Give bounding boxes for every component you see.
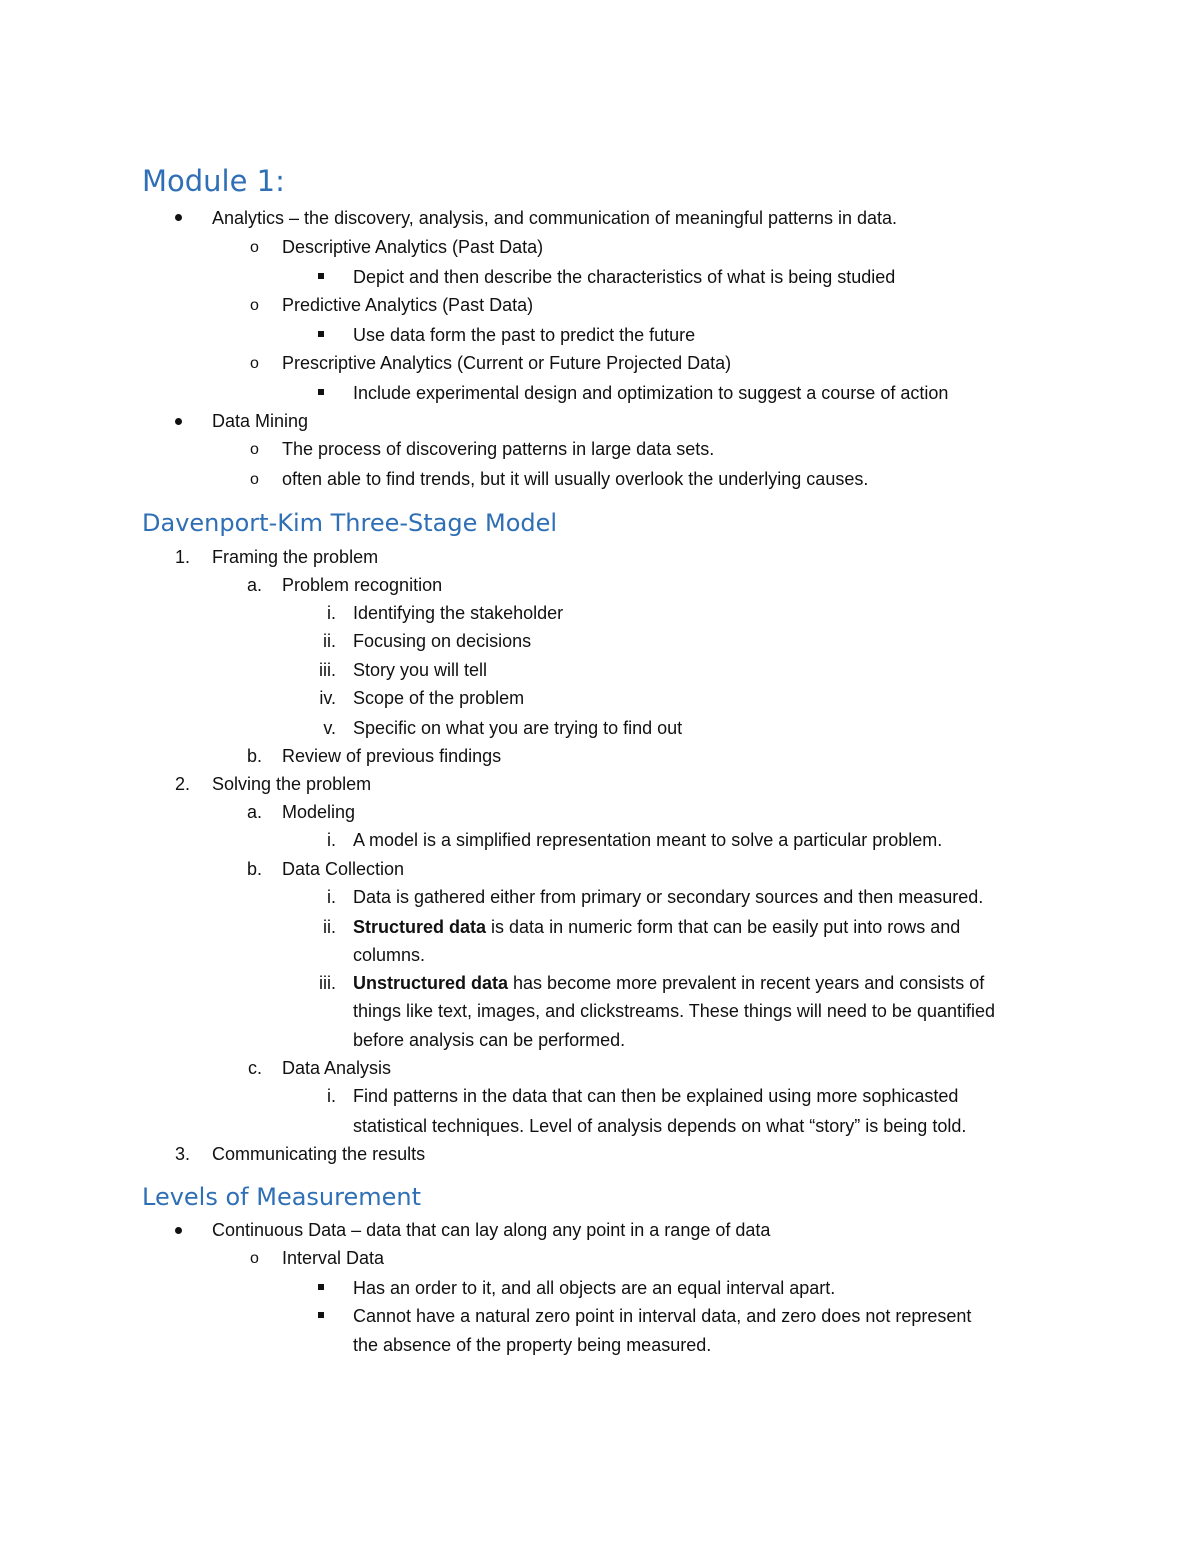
bullet-dot — [175, 418, 182, 425]
levels-heading: Levels of Measurement — [142, 1183, 422, 1211]
list-marker: a. — [246, 575, 262, 595]
bullet-square — [318, 273, 324, 279]
list-marker: 3. — [174, 1144, 190, 1164]
bullet-circle: o — [250, 297, 259, 314]
list-item: Data Analysis — [282, 1058, 392, 1078]
list-marker: a. — [246, 802, 262, 822]
list-item-continuation: things like text, images, and clickstreams. These things will need to be quantified — [353, 1001, 996, 1021]
list-item-continuation: columns. — [353, 945, 426, 965]
list-item: Continuous Data – data that can lay along any point in a range of data — [212, 1220, 771, 1240]
list-item: Cannot have a natural zero point in interval data, and zero does not represent — [353, 1306, 972, 1326]
list-item: Framing the problem — [212, 547, 379, 567]
bullet-circle: o — [250, 441, 259, 458]
list-item: Interval Data — [282, 1248, 385, 1268]
list-marker: 2. — [174, 774, 190, 794]
list-item: Prescriptive Analytics (Current or Future Projected Data) — [282, 353, 732, 373]
bullet-circle: o — [250, 355, 259, 372]
list-item: often able to find trends, but it will usually overlook the underlying causes. — [282, 469, 869, 489]
list-item: Has an order to it, and all objects are an equal interval apart. — [353, 1278, 836, 1298]
list-marker: b. — [246, 746, 262, 766]
list-marker: iii. — [319, 973, 336, 993]
davenport-heading: Davenport-Kim Three-Stage Model — [142, 509, 558, 537]
list-marker: 1. — [174, 547, 190, 567]
bullet-circle: o — [250, 471, 259, 488]
bullet-square — [318, 389, 324, 395]
list-item: Structured data is data in numeric form that can be easily put into rows and — [353, 917, 961, 937]
module-heading: Module 1: — [142, 164, 285, 198]
list-item: The process of discovering patterns in large data sets. — [282, 439, 715, 459]
bullet-circle: o — [250, 239, 259, 256]
list-item: Problem recognition — [282, 575, 443, 595]
list-item: Data Collection — [282, 859, 405, 879]
bullet-square — [318, 1312, 324, 1318]
list-item: Include experimental design and optimization to suggest a course of action — [353, 383, 949, 403]
list-item: Solving the problem — [212, 774, 372, 794]
list-item: Review of previous findings — [282, 746, 502, 766]
list-marker: ii. — [323, 917, 336, 937]
list-item: Specific on what you are trying to find out — [353, 718, 683, 738]
list-item: Data is gathered either from primary or secondary sources and then measured. — [353, 887, 984, 907]
bullet-dot — [175, 1227, 182, 1234]
list-marker: i. — [327, 1086, 336, 1106]
bullet-square — [318, 1284, 324, 1290]
list-marker: i. — [327, 830, 336, 850]
list-marker: iii. — [319, 660, 336, 680]
list-item: Depict and then describe the characteristics of what is being studied — [353, 267, 896, 287]
list-item: Modeling — [282, 802, 356, 822]
list-item: Data Mining — [212, 411, 309, 431]
list-marker: b. — [246, 859, 262, 879]
list-marker: c. — [247, 1058, 262, 1078]
list-marker: iv. — [319, 688, 336, 708]
list-item: Use data form the past to predict the future — [353, 325, 696, 345]
bullet-circle: o — [250, 1250, 259, 1267]
list-item: Scope of the problem — [353, 688, 525, 708]
list-marker: ii. — [323, 631, 336, 651]
bullet-dot — [175, 214, 182, 221]
list-item-continuation: the absence of the property being measured. — [353, 1335, 712, 1355]
list-marker: v. — [323, 718, 336, 738]
list-item: Communicating the results — [212, 1144, 426, 1164]
list-item: Analytics – the discovery, analysis, and communication of meaningful patterns in data. — [212, 208, 898, 228]
list-item-continuation: before analysis can be performed. — [353, 1030, 626, 1050]
list-item: Find patterns in the data that can then be explained using more sophicasted — [353, 1086, 959, 1106]
list-item: Story you will tell — [353, 660, 488, 680]
list-item: Focusing on decisions — [353, 631, 532, 651]
list-item: Predictive Analytics (Past Data) — [282, 295, 534, 315]
list-item: A model is a simplified representation meant to solve a particular problem. — [353, 830, 943, 850]
list-item: Unstructured data has become more prevalent in recent years and consists of — [353, 973, 985, 993]
list-marker: i. — [327, 603, 336, 623]
bullet-square — [318, 331, 324, 337]
list-item: Descriptive Analytics (Past Data) — [282, 237, 544, 257]
list-marker: i. — [327, 887, 336, 907]
list-item-continuation: statistical techniques. Level of analysis depends on what “story” is being told. — [353, 1116, 967, 1136]
list-item: Identifying the stakeholder — [353, 603, 564, 623]
